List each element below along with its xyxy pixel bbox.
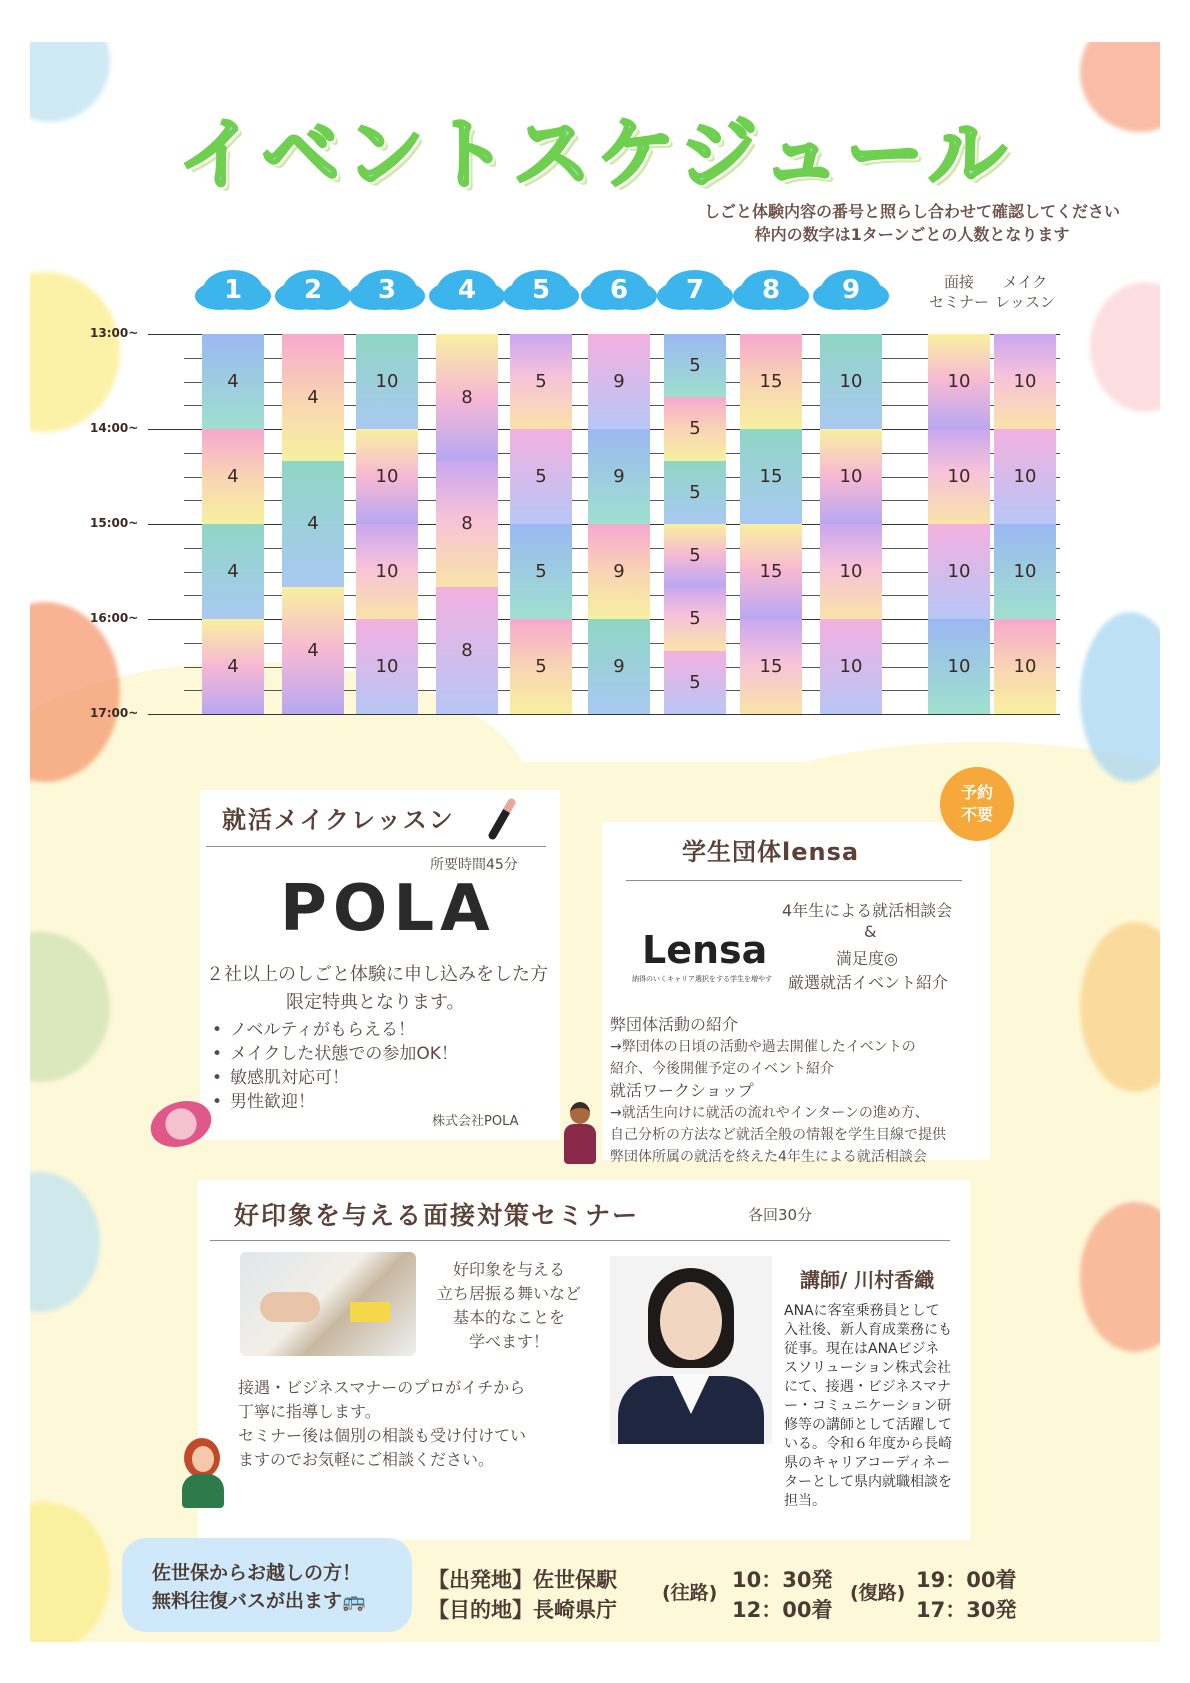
makeup-benefit-item: • メイクした状態での参加OK！ (210, 1042, 458, 1066)
schedule-cell: 8 (436, 587, 498, 714)
time-label: 17:00~ (90, 706, 139, 720)
page-subtitle (704, 200, 1120, 246)
thinking-woman-illustration (178, 1438, 228, 1508)
schedule-cell: 4 (282, 334, 344, 461)
seminar-catch (424, 1258, 594, 1354)
bus-bubble-line2: 無料往復バスが出ます🚌 (152, 1590, 366, 1612)
lensa-body-line: 弊団体所属の就活を終えた4年生による就活相談会 (610, 1149, 927, 1165)
lensa-body (610, 1014, 946, 1168)
lensa-body-line: 就活ワークショップ (610, 1081, 754, 1100)
makeup-benefit-item: • 敏感肌対応可！ (210, 1066, 458, 1090)
seminar-body-line: 接遇・ビジネスマナーのプロがイチから (238, 1378, 526, 1397)
lensa-title: 学生団体lensa (682, 838, 860, 866)
lecturer-portrait (610, 1256, 772, 1444)
schedule-cell: 10 (928, 524, 990, 619)
bus-bubble-line1: 佐世保からお越しの方！ (152, 1562, 362, 1584)
slot-number-cloud: 4 (437, 270, 497, 310)
schedule-cell: 15 (740, 619, 802, 714)
schedule-cell: 4 (202, 619, 264, 714)
schedule-cell: 8 (436, 334, 498, 461)
schedule-cell: 15 (740, 429, 802, 524)
schedule-cell: 5 (664, 334, 726, 397)
schedule-cell: 10 (928, 334, 990, 429)
schedule-cell: 5 (510, 334, 572, 429)
schedule-table (90, 260, 1130, 760)
slot-number-cloud: 8 (741, 270, 801, 310)
lensa-logo-tagline: 納得のいくキャリア選択をする学生を増やす (632, 975, 772, 983)
lensa-body-line: →就活生向けに就活の流れやインターンの進め方、 (610, 1105, 929, 1121)
bus-return-label: (復路) (850, 1582, 906, 1604)
lensa-body-line: 自己分析の方法など就活全般の情報を学生目線で提供 (610, 1127, 946, 1143)
bus-return-depart: 17：30発 (916, 1598, 1017, 1622)
schedule-cell: 9 (588, 334, 650, 429)
student-body (564, 1124, 596, 1164)
lecturer-face (660, 1282, 722, 1360)
slot-number-cloud: 7 (665, 270, 725, 310)
hour-line (148, 714, 1060, 715)
makeup-benefit-item: • ノベルティがもらえる！ (210, 1018, 458, 1042)
schedule-cell: 5 (510, 429, 572, 524)
schedule-cell: 5 (664, 651, 726, 714)
makeup-benefit-list (210, 1018, 458, 1114)
time-label: 13:00~ (90, 326, 139, 340)
page-title: イベントスケジュール (177, 110, 1013, 200)
lensa-feature-3: 厳選就活イベント紹介 (788, 973, 949, 992)
slot-number-cloud: 9 (821, 270, 881, 310)
lensa-feature-2: 満足度◎ (836, 949, 898, 968)
profile-line: いる。令和６年度から長崎 (784, 1436, 952, 1452)
bus-outbound-depart: 10：30発 (732, 1568, 833, 1592)
profile-line: 担当。 (784, 1493, 826, 1509)
schedule-cell: 4 (282, 587, 344, 714)
bus-outbound-arrive: 12：00着 (732, 1598, 833, 1622)
schedule-cell: 10 (820, 334, 882, 429)
schedule-cell: 5 (664, 397, 726, 460)
schedule-cell: 4 (282, 461, 344, 588)
lensa-feature-1: 4年生による就活相談会 (782, 901, 953, 920)
seminar-catch-line: 立ち居振る舞いなど (436, 1284, 581, 1303)
seminar-photo (240, 1252, 416, 1356)
seminar-duration: 各回30分 (748, 1206, 813, 1224)
slot-number-cloud: 5 (511, 270, 571, 310)
lecturer-profile (784, 1302, 952, 1511)
bus-announcement-bubble (122, 1538, 412, 1632)
schedule-cell: 15 (740, 524, 802, 619)
makeup-divider (206, 846, 546, 847)
column-header: 面接 セミナー (928, 273, 989, 311)
makeup-benefit-item: • 男性歓迎！ (210, 1090, 458, 1114)
schedule-cell: 4 (202, 429, 264, 524)
bus-outbound-label: (往路) (662, 1582, 718, 1604)
schedule-cell: 10 (820, 619, 882, 714)
slot-number-cloud: 6 (589, 270, 649, 310)
schedule-cell: 5 (510, 619, 572, 714)
schedule-cell: 9 (588, 524, 650, 619)
lensa-divider (626, 880, 962, 881)
schedule-cell: 4 (202, 334, 264, 429)
profile-line: ー・コミュニケーション研 (784, 1398, 952, 1414)
schedule-cell: 10 (356, 524, 418, 619)
schedule-cell: 9 (588, 619, 650, 714)
seminar-body (238, 1376, 526, 1472)
profile-line: スソリューション株式会社 (784, 1360, 952, 1376)
flyer-page (30, 42, 1160, 1642)
makeup-lesson-card (200, 790, 560, 1140)
profile-line: ANAに客室乗務員として (784, 1303, 940, 1319)
seminar-body-line: ますのでお気軽にご相談ください。 (238, 1450, 495, 1469)
seminar-body-line: セミナー後は個別の相談も受け付けてい (238, 1426, 527, 1445)
schedule-cell: 4 (202, 524, 264, 619)
profile-line: ターとして県内就職相談を (784, 1474, 952, 1490)
column-header: メイク レッスン (995, 273, 1055, 311)
lensa-body-line: →弊団体の日頃の活動や過去開催したイベントの (610, 1039, 916, 1055)
student-head (570, 1102, 590, 1124)
schedule-cell: 5 (664, 461, 726, 524)
lecturer-name: 講師/ 川村香織 (800, 1268, 935, 1292)
lensa-feature-amp: & (864, 922, 877, 941)
interview-seminar-card (198, 1180, 970, 1540)
schedule-cell: 5 (664, 524, 726, 587)
makeup-company: 株式会社POLA (432, 1114, 519, 1129)
schedule-cell: 5 (510, 524, 572, 619)
schedule-cell: 10 (994, 619, 1056, 714)
seminar-catch-line: 基本的なことを (452, 1308, 565, 1327)
profile-line: 県のキャリアコーディネー (784, 1455, 951, 1471)
lipstick-brush-icon (487, 797, 517, 841)
seminar-photo-hand (260, 1292, 320, 1322)
lensa-body-line: 弊団体活動の紹介 (610, 1015, 739, 1034)
schedule-cell: 10 (994, 334, 1056, 429)
schedule-cell: 10 (928, 429, 990, 524)
profile-line: にて、接遇・ビジネスマナ (784, 1379, 952, 1395)
schedule-cell: 9 (588, 429, 650, 524)
subtitle-line2: 枠内の数字は1ターンごとの人数となります (754, 225, 1070, 244)
seminar-divider (210, 1240, 950, 1241)
schedule-cell: 10 (356, 334, 418, 429)
bus-destination-place: 【目的地】長崎県庁 (428, 1598, 617, 1622)
bus-departure-place: 【出発地】佐世保駅 (428, 1568, 617, 1592)
slot-number-cloud: 2 (283, 270, 343, 310)
slot-number-cloud: 3 (357, 270, 417, 310)
seminar-catch-line: 学べます！ (468, 1332, 549, 1351)
lensa-body-line: 紹介、今後開催予定のイベント紹介 (610, 1061, 834, 1077)
makeup-title: 就活メイクレッスン (222, 806, 455, 834)
badge-line2: 不要 (960, 805, 993, 824)
badge-line1: 予約 (960, 783, 993, 802)
woman-body (182, 1474, 224, 1508)
seminar-title: 好印象を与える面接対策セミナー (234, 1201, 640, 1230)
seminar-catch-line: 好印象を与える (452, 1260, 565, 1279)
woman-face (192, 1446, 214, 1472)
schedule-cell: 10 (356, 619, 418, 714)
schedule-cell: 10 (356, 429, 418, 524)
seminar-photo-notes (350, 1302, 390, 1322)
bus-return-arrive: 19：00着 (916, 1568, 1017, 1592)
makeup-duration: 所要時間45分 (430, 857, 518, 873)
lensa-card (602, 822, 990, 1165)
time-label: 16:00~ (90, 611, 139, 625)
profile-line: 修等の講師として活躍して (784, 1417, 952, 1433)
lensa-logo: Lensa (642, 928, 768, 972)
profile-line: 従事。現在はANAビジネ (784, 1341, 940, 1357)
student-with-tablet-illustration (560, 1102, 600, 1166)
no-reservation-badge (940, 767, 1014, 841)
profile-line: 入社後、新人育成業務にも (784, 1322, 952, 1338)
bus-bubble-tail (380, 1602, 410, 1632)
schedule-cell: 10 (820, 429, 882, 524)
schedule-cell: 10 (820, 524, 882, 619)
schedule-cell: 5 (664, 587, 726, 650)
slot-number-cloud: 1 (203, 270, 263, 310)
schedule-cell: 10 (994, 429, 1056, 524)
schedule-cell: 10 (928, 619, 990, 714)
makeup-desc2: 限定特典となります。 (286, 992, 465, 1013)
schedule-cell: 10 (994, 524, 1056, 619)
subtitle-line1: しごと体験内容の番号と照らし合わせて確認してください (703, 202, 1120, 221)
time-label: 15:00~ (90, 516, 139, 530)
seminar-body-line: 丁寧に指導します。 (238, 1402, 381, 1421)
makeup-desc1: ２社以上のしごと体験に申し込みをした方 (206, 964, 548, 985)
time-label: 14:00~ (90, 421, 139, 435)
schedule-cell: 8 (436, 461, 498, 588)
schedule-cell: 15 (740, 334, 802, 429)
pola-logo: POLA (280, 872, 496, 946)
